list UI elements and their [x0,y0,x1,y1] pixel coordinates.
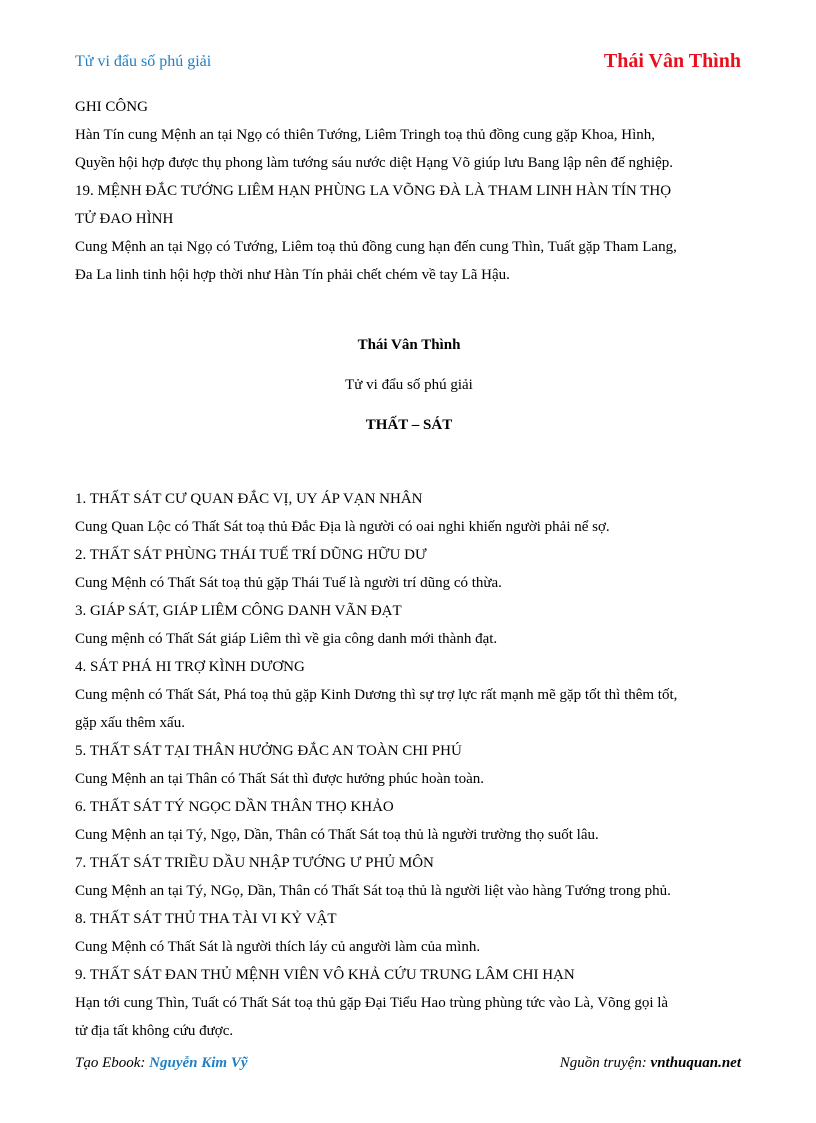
page-header [75,50,741,76]
ebook-creator-name: Nguyễn Kim Vỹ [149,1055,248,1071]
paragraph-line: Cung Mệnh an tại Ngọ có Tướng, Liêm toạ thủ đồng cung hạn đến cung Thìn, Tuất gặp Tham Lang, [75,239,677,255]
source-separator: : [641,1055,651,1071]
paragraph-line: Đa La linh tinh hội hợp thời như Hàn Tín phải chết chém về tay Lã Hậu. [75,267,510,283]
paragraph-line: Cung Mệnh có Thất Sát là người thích láy củ angười làm của mình. [75,939,481,955]
paragraph-line: Cung Quan Lộc có Thất Sát toạ thủ Đắc Địa là người có oai nghi khiến người phải nể sợ. [75,519,610,535]
paragraph-line: Cung mệnh có Thất Sát giáp Liêm thì về gia công danh mới thành đạt. [75,631,498,647]
item-heading: 3. GIÁP SÁT, GIÁP LIÊM CÔNG DANH VÃN ĐẠT [75,603,402,619]
source-label: Nguồn truyện [559,1055,642,1071]
paragraph-line: Hàn Tín cung Mệnh an tại Ngọ có thiên Tướng, Liêm Tringh toạ thủ đồng cung gặp Khoa, Hình, [75,127,656,143]
paragraph-line: Quyền hội hợp được thụ phong làm tướng sáu nước diệt Hạng Võ giúp lưu Bang lập nên đế nghiệp. [75,155,674,171]
item-heading: 19. MỆNH ĐẮC TƯỚNG LIÊM HẠN PHÙNG LA VÕNG ĐÀ LÀ THAM LINH HÀN TÍN THỌ [75,183,672,199]
paragraph-line: gặp xấu thêm xấu. [75,715,185,731]
ebook-credit [75,1055,248,1072]
item-heading: 9. THẤT SÁT ĐAN THỦ MỆNH VIÊN VÔ KHẢ CỨU TRUNG LÂM CHI HẠN [75,967,575,983]
page-footer [75,1055,741,1077]
page-body [75,93,743,1045]
source-site: vnthuquan.net [650,1055,741,1071]
section-heading: GHI CÔNG [75,99,148,115]
items-section [75,485,743,1045]
paragraph-line: Cung Mệnh có Thất Sát toạ thủ gặp Thái Tuế là người trí dũng có thừa. [75,575,502,591]
paragraph-line: Hạn tới cung Thìn, Tuất có Thất Sát toạ thủ gặp Đại Tiểu Hao trùng phùng tức vào Là, Võng gọi là [75,995,669,1011]
item-heading: TỬ ĐAO HÌNH [75,211,174,227]
chapter-book-title: Tử vi đẩu số phú giải [345,377,473,393]
paragraph-line: Cung mệnh có Thất Sát, Phá toạ thủ gặp Kinh Dương thì sự trợ lực rất mạnh mẽ gặp tốt thì thêm tốt, [75,687,678,703]
item-heading: 7. THẤT SÁT TRIỀU DẦU NHẬP TƯỚNG Ư PHỦ MÔN [75,855,434,871]
item-heading: 2. THẤT SÁT PHÙNG THÁI TUẾ TRÍ DŨNG HỮU DƯ [75,547,427,563]
ebook-separator: : [140,1055,150,1071]
book-title-header: Tử vi đẩu số phú giải [75,53,212,70]
item-heading: 6. THẤT SÁT TÝ NGỌC DẦN THÂN THỌ KHẢO [75,799,394,815]
chapter-title-block [75,331,743,439]
item-heading: 5. THẤT SÁT TẠI THÂN HƯỞNG ĐẮC AN TOÀN CHI PHÚ [75,743,462,759]
paragraph-line: tử địa tất không cứu được. [75,1023,234,1039]
item-heading: 8. THẤT SÁT THỦ THA TÀI VI KỶ VẬT [75,911,337,927]
ebook-label: Tạo Ebook [75,1055,141,1071]
paragraph-line: Cung Mệnh an tại Thân có Thất Sát thì được hưởng phúc hoàn toàn. [75,771,484,787]
author-header: Thái Vân Thình [603,50,741,72]
intro-section [75,93,743,289]
paragraph-line: Cung Mệnh an tại Tý, NGọ, Dần, Thân có Thất Sát toạ thủ là người liệt vào hàng Tướng trong phủ. [75,883,671,899]
item-heading: 1. THẤT SÁT CƯ QUAN ĐẮC VỊ, UY ÁP VẠN NHÂN [75,491,423,507]
chapter-author: Thái Vân Thình [357,337,461,353]
item-heading: 4. SÁT PHÁ HI TRỢ KÌNH DƯƠNG [75,659,305,675]
chapter-section-title: THẤT – SÁT [365,417,453,433]
paragraph-line: Cung Mệnh an tại Tý, Ngọ, Dần, Thân có Thất Sát toạ thủ là người trường thọ suốt lâu. [75,827,599,843]
source-credit [560,1055,741,1072]
